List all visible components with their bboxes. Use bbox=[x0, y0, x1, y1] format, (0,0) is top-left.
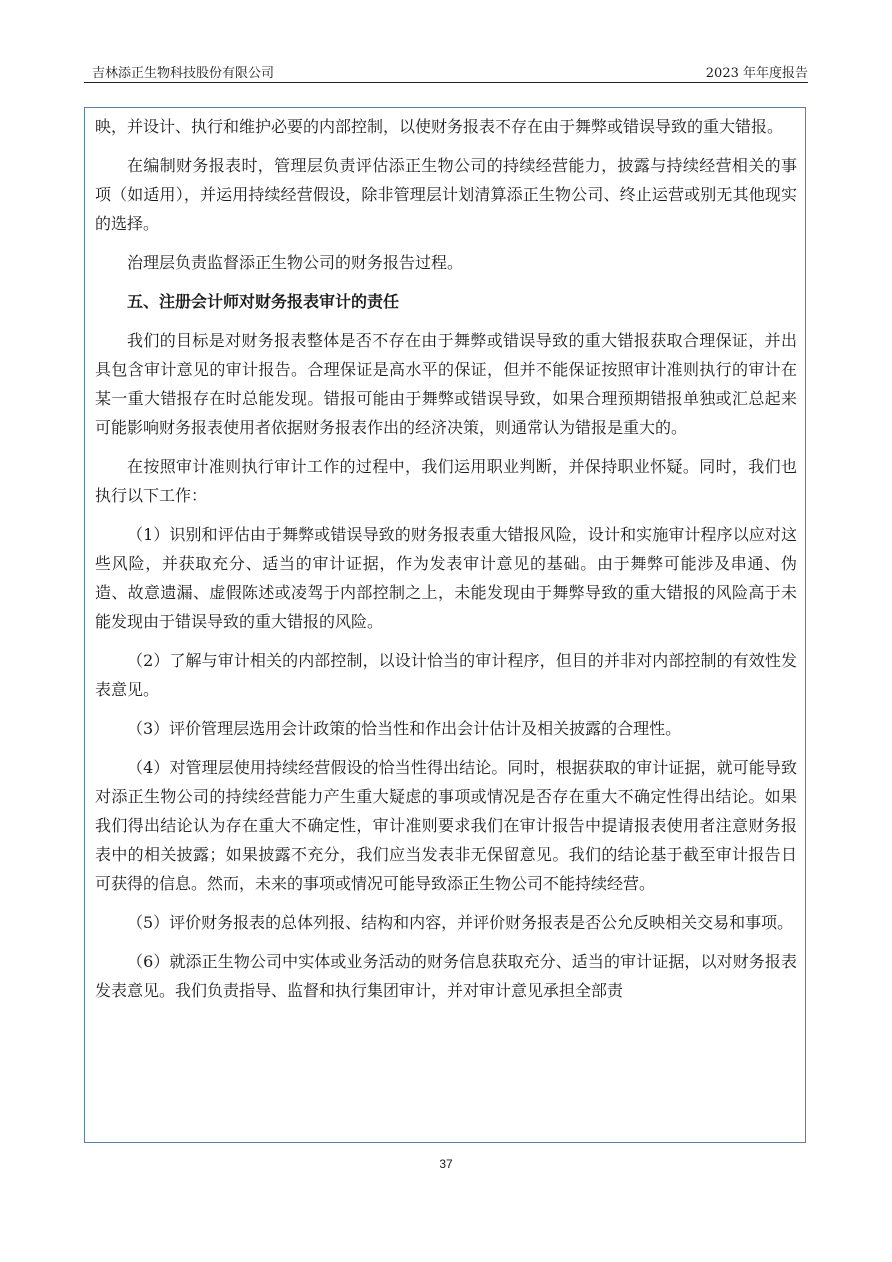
content-frame bbox=[84, 107, 806, 1143]
paragraph-going-concern: 在编制财务报表时，管理层负责评估添正生物公司的持续经营能力，披露与持续经营相关的事项（如适用），并运用持续经营假设，除非管理层计划清算添正生物公司、终止运营或别无其他现实的选择。 bbox=[95, 156, 797, 233]
list-item-6: （6）就添正生物公司中实体或业务活动的财务信息获取充分、适当的审计证据，以对财务报表发表意见。我们负责指导、监督和执行集团审计，并对审计意见承担全部责 bbox=[95, 952, 797, 1000]
page-header bbox=[84, 65, 808, 83]
company-name: 吉林添正生物科技股份有限公司 bbox=[92, 66, 275, 81]
section-heading: 五、注册会计师对财务报表审计的责任 bbox=[127, 292, 400, 311]
paragraph-objective: 我们的目标是对财务报表整体是否不存在由于舞弊或错误导致的重大错报获取合理保证，并出具包含审计意见的审计报告。合理保证是高水平的保证，但并不能保证按照审计准则执行的审计在某一重大错报存在时总能发现。错报可能由于舞弊或错误导致，如果合理预期错报单独或汇总起来可能影响财务报表使用者依据财务报表作出的经济决策，则通常认为错报是重大的。 bbox=[95, 331, 797, 437]
report-title: 2023 年年度报告 bbox=[705, 66, 808, 81]
paragraph-governance: 治理层负责监督添正生物公司的财务报告过程。 bbox=[127, 253, 464, 272]
header-divider bbox=[84, 82, 808, 83]
list-item-5: （5）评价财务报表的总体列报、结构和内容，并评价财务报表是否公允反映相关交易和事项。 bbox=[127, 913, 794, 932]
paragraph-audit-work: 在按照审计准则执行审计工作的过程中，我们运用职业判断，并保持职业怀疑。同时，我们也执行以下工作： bbox=[95, 457, 797, 505]
report-body bbox=[95, 112, 797, 1015]
paragraph-continuation: 映，并设计、执行和维护必要的内部控制，以使财务报表不存在由于舞弊或错误导致的重大错报。 bbox=[95, 117, 784, 136]
list-item-1: （1）识别和评估由于舞弊或错误导致的财务报表重大错报风险，设计和实施审计程序以应对这些风险，并获取充分、适当的审计证据，作为发表审计意见的基础。由于舞弊可能涉及串通、伪造、故意遗漏、虚假陈述或凌驾于内部控制之上，未能发现由于舞弊导致的重大错报的风险高于未能发现由于错误导致的重大错报的风险。 bbox=[95, 525, 797, 631]
list-item-4: （4）对管理层使用持续经营假设的恰当性得出结论。同时，根据获取的审计证据，就可能导致对添正生物公司的持续经营能力产生重大疑虑的事项或情况是否存在重大不确定性得出结论。如果我们得出结论认为存在重大不确定性，审计准则要求我们在审计报告中提请报表使用者注意财务报表中的相关披露；如果披露不充分，我们应当发表非无保留意见。我们的结论基于截至审计报告日可获得的信息。然而，未来的事项或情况可能导致添正生物公司不能持续经营。 bbox=[95, 758, 797, 893]
list-item-2: （2）了解与审计相关的内部控制，以设计恰当的审计程序，但目的并非对内部控制的有效性发表意见。 bbox=[95, 651, 797, 699]
list-item-3: （3）评价管理层选用会计政策的恰当性和作出会计估计及相关披露的合理性。 bbox=[127, 719, 682, 738]
page-number: 37 bbox=[439, 1157, 453, 1171]
